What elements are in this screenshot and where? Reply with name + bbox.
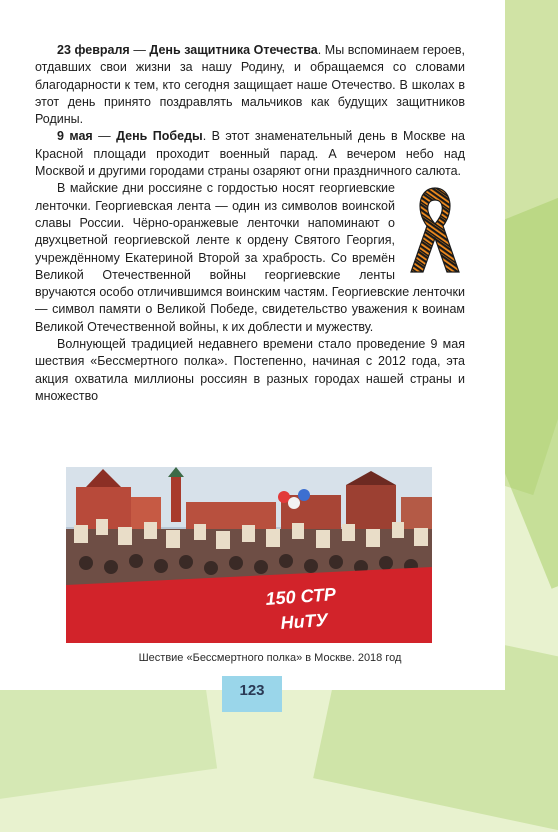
- paragraph-victory-day: 9 мая — День Победы. В этот знаменательный день в Москве на Красной площади проходит военный парад. А вечером небо над Москвой и другими городами страны озаряют огни праздничного салюта.: [35, 129, 465, 179]
- body-text: [35, 42, 465, 405]
- holiday-name: День защитника Отечества: [149, 43, 318, 57]
- banner-text: 150 СТР: [264, 584, 337, 609]
- paragraph-st-george-ribbon: В майские дни россияне с гордостью носят георгиевские ленточки. Георгиевская лента — один из символов воинской славы России. Чёрно-оранжевые ленточки напоминают о двухцветной георгиевской ленте к ордену Святого Георгия, учреждённому Екатериной Второй за храбрость. Со времён Великой Отечественной войны георгиевские ленты вручаются особо отличившимся воинским частям. Георгиевские ленточки — символ памяти о Великой Победе, свидетельство уважения к воинам Великой Отечественной войны, к их доблести и мужеству.: [35, 181, 465, 334]
- paragraph-defender-day: 23 февраля — День защитника Отечества. Мы вспоминаем героев, отдавших свои жизни за нашу Родину, и обращаемся со словами благодарности к тем, кто сегодня защищает наше Отечество. В школах в этот день принято поздравлять мальчиков как будущих защитников Родины.: [35, 43, 466, 127]
- immortal-regiment-photo: [66, 467, 432, 643]
- date-may-9: 9 мая: [57, 129, 93, 144]
- st-george-ribbon-icon: [405, 180, 465, 276]
- holiday-name: День Победы: [116, 129, 203, 144]
- photo-caption: Шествие «Бессмертного полка» в Москве. 2018 год: [138, 652, 402, 664]
- page-number: 123: [239, 682, 265, 699]
- banner-text: НиТУ: [279, 609, 329, 633]
- paragraph-immortal-regiment: Волнующей традицией недавнего времени стало проведение 9 мая шествия «Бессмертного полка». Постепенно, начиная с 2012 года, эта акция охватила миллионы россиян в разных городах нашей страны и множество: [35, 337, 465, 403]
- date-feb-23: 23 февраля: [57, 43, 130, 57]
